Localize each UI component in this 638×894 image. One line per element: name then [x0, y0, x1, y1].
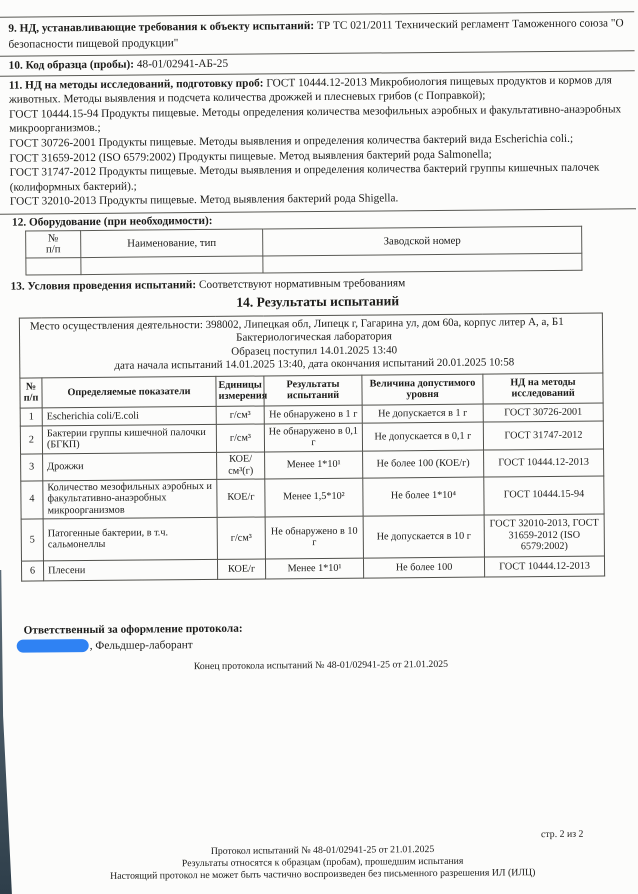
row-indicator: Количество мезофильных аэробных и факультативно-анаэробных микроорганизмов [43, 479, 217, 519]
section-9-value: ТР ТС 021/2011 Технический регламент Таможенного союза "О безопасности пищевой продукции" [8, 17, 624, 51]
row-allowed: Не более 1*10⁴ [363, 477, 484, 516]
section-13-value: Соответствуют нормативным требованиям [198, 277, 406, 291]
equipment-col-serial: Заводской номер [263, 226, 582, 256]
row-result: Менее 1*10¹ [265, 451, 363, 478]
col-num: № п/п [20, 378, 42, 408]
signature-block [2, 618, 638, 654]
section-10-label: 10. Код образца (пробы): [8, 58, 135, 72]
row-allowed: Не более 100 (КОЕ/г) [363, 450, 484, 478]
row-nd: ГОСТ 10444.12-2013 [484, 556, 604, 577]
row-indicator: Плесени [43, 559, 217, 581]
gost-entry: ГОСТ 10444.12-2013 Микробиология пищевых продуктов и кормов для животных. Методы выявления и подсчета количества дрожжей и плесневых грибов (с Поправкой); [8, 74, 612, 106]
row-units: КОЕ/г [217, 479, 265, 518]
row-units: КОЕ/г [217, 559, 265, 579]
gost-entry: ГОСТ 31747-2012 Продукты пищевые. Методы выявления и определения количества бактерий группы кишечных палочек (колиформных бактерий).; [9, 161, 600, 194]
footer-copy-line: Настоящий протокол не может быть частично воспроизведен без письменного разрешения ИЛ (ИЛЦ) [110, 867, 536, 882]
equipment-col-num: № п/п [26, 231, 81, 258]
row-indicator: Патогенные бактерии, в т.ч. сальмонеллы [43, 517, 217, 561]
row-units: г/см³ [216, 406, 264, 424]
row-nd: ГОСТ 31747-2012 [483, 421, 603, 450]
row-allowed: Не более 100 [363, 557, 484, 578]
gost-entry: ГОСТ 10444.15-94 Продукты пищевые. Методы определения количества мезофильных аэробных и факультативно-анаэробных микроорганизмов.; [9, 103, 622, 136]
table-row [21, 556, 604, 581]
gost-entry: ГОСТ 32010-2013 Продукты пищевые. Метод выявления бактерий рода Shigella. [9, 192, 399, 209]
row-num: 1 [20, 408, 42, 426]
section-13-label: 13. Условия проведения испытаний: [10, 279, 197, 293]
col-allowed: Величина допустимого уровня [362, 374, 483, 405]
row-nd: ГОСТ 10444.15-94 [484, 476, 604, 515]
col-nd: НД на методы исследований [483, 373, 603, 404]
section-13 [0, 275, 637, 293]
row-result: Не обнаружено в 10 г [265, 516, 363, 559]
row-units: КОЕ/см³(г) [217, 452, 265, 479]
gost-entry: ГОСТ 31659-2012 (ISO 6579:2002) Продукты пищевые. Метод выявления бактерий рода Salmonella; [9, 148, 492, 165]
footer [3, 842, 638, 884]
equipment-cell-name [81, 256, 263, 275]
footer-results-line: Результаты относятся к образцам (пробам), прошедшим испытания [181, 855, 464, 870]
equipment-empty-row [26, 253, 582, 275]
row-nd: ГОСТ 10444.12-2013 [484, 449, 604, 477]
results-table [19, 312, 605, 581]
row-num: 6 [21, 561, 43, 581]
gost-entry: ГОСТ 30726-2001 Продукты пищевые. Методы выявления и определения количества бактерий вида Escherichia coli.; [9, 132, 574, 150]
equipment-col-name: Наименование, тип [81, 229, 263, 258]
footer-protocol-line: Протокол испытаний № 48-01/02941-25 от 21.01.2025 [210, 844, 435, 857]
equipment-cell-serial [263, 253, 582, 273]
row-indicator: Escherichia coli/E.coli [42, 406, 216, 426]
row-result: Менее 1*10¹ [265, 558, 363, 579]
activity-place-line: Место осуществления деятельности: 398002, Липецкая обл, Липецк г, Гагарина ул, дом 60а, корпус литер А, а, Б1 [29, 315, 564, 333]
test-dates-line: дата начала испытаний 14.01.2025 13:40, дата окончания испытаний 20.01.2025 10:58 [114, 356, 515, 373]
row-nd: ГОСТ 30726-2001 [483, 403, 603, 422]
sample-received-line: Образец поступил 14.01.2025 13:40 [231, 344, 398, 358]
row-units: г/см³ [216, 424, 264, 452]
row-allowed: Не допускается в 1 г [362, 404, 483, 423]
signer-role: , Фельдшер-лаборант [89, 639, 193, 652]
section-9-label: 9. НД, устанавливающие требования к объекту испытаний: [8, 20, 315, 35]
results-title: 14. Результаты испытаний [236, 293, 400, 310]
col-result: Результаты испытаний [264, 375, 362, 406]
row-num: 2 [20, 426, 42, 454]
row-result: Не обнаружено в 1 г [264, 405, 362, 424]
row-allowed: Не допускается в 10 г [363, 515, 484, 558]
results-info-row [19, 313, 603, 378]
section-12-label: 12. Оборудование (при необходимости): [11, 214, 213, 229]
page-number: стр. 2 из 2 [540, 828, 584, 841]
row-result: Не обнаружено в 0,1 г [264, 423, 362, 452]
table-row [21, 476, 604, 519]
table-row [21, 514, 604, 561]
equipment-table [25, 226, 582, 276]
col-indicator: Определяемые показатели [42, 376, 216, 408]
protocol-end-line: Конец протокола испытаний № 48-01/02941-25 от 21.01.2025 [193, 658, 449, 673]
equipment-cell-num [26, 258, 81, 275]
row-num: 5 [21, 519, 43, 561]
col-units: Единицы измерения [216, 376, 264, 406]
row-result: Менее 1,5*10² [265, 478, 363, 517]
row-allowed: Не допускается в 0,1 г [362, 422, 483, 451]
row-num: 4 [21, 480, 43, 519]
row-indicator: Дрожжи [43, 452, 217, 480]
row-indicator: Бактерии группы кишечной палочки (БГКП) [42, 424, 216, 454]
section-11-label: 11. НД на методы исследований, подготовку проб: [8, 77, 264, 92]
lab-name-line: Бактериологическая лаборатория [236, 330, 393, 345]
signature-label: Ответственный за оформление протокола: [23, 622, 243, 637]
section-11 [0, 71, 636, 215]
redacted-name [17, 639, 89, 653]
row-nd: ГОСТ 32010-2013, ГОСТ 31659-2012 (ISO 6579:2002) [484, 514, 604, 557]
section-9 [0, 11, 635, 57]
sample-code: 48-01/02941-АБ-25 [136, 57, 229, 71]
row-num: 3 [21, 454, 43, 481]
row-units: г/см³ [217, 517, 265, 559]
